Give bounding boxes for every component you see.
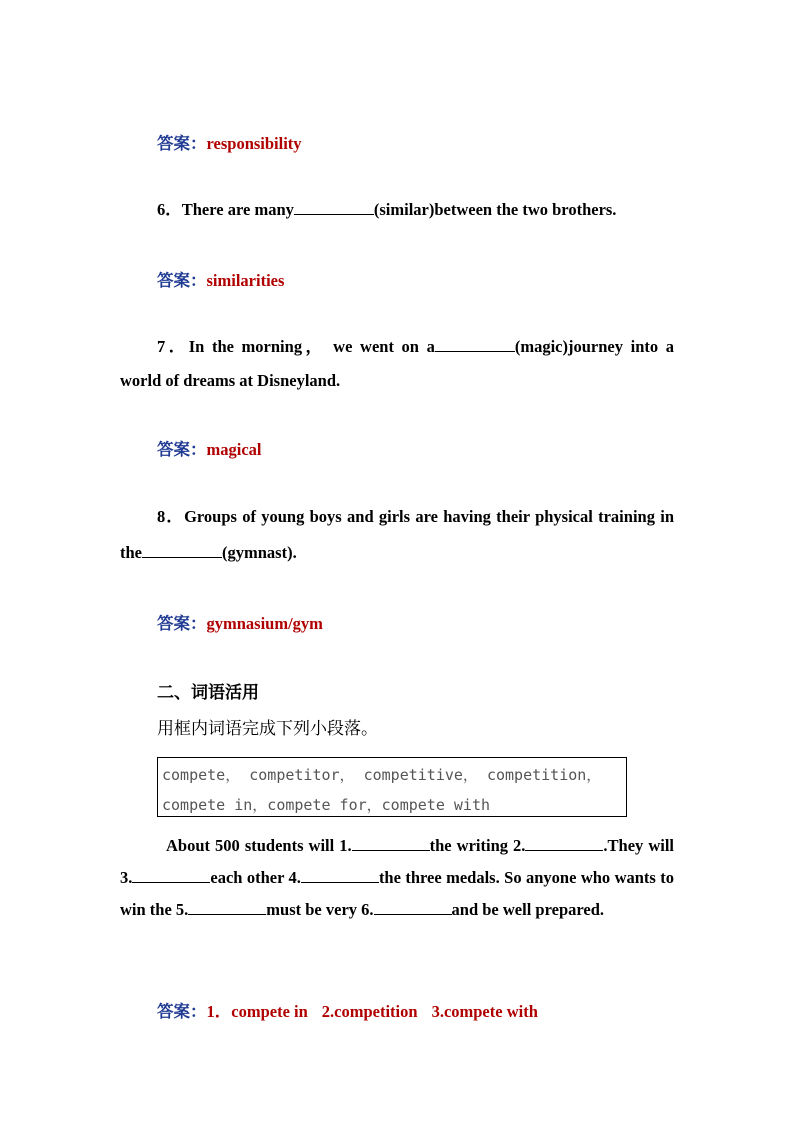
question-text: (gymnast). — [222, 543, 297, 562]
blank — [525, 838, 603, 851]
question-6 — [120, 193, 674, 227]
blank — [188, 902, 266, 915]
blank — [435, 339, 515, 352]
blank — [352, 838, 430, 851]
answer-label: 答案： — [157, 1002, 207, 1021]
answer-8 — [157, 610, 674, 634]
blank — [142, 545, 222, 558]
section-answer — [157, 998, 677, 1022]
blank — [132, 870, 210, 883]
answer-text: 1．compete in — [206, 1002, 308, 1021]
question-number: 6． — [157, 200, 182, 219]
question-number: 7． — [157, 337, 189, 356]
paragraph-text: .They will 3. — [120, 836, 674, 887]
answer-text: 3.compete with — [431, 1002, 538, 1021]
question-number: 8． — [157, 507, 185, 526]
fill-paragraph — [120, 830, 674, 926]
answer-text: magical — [206, 440, 262, 459]
paragraph-text: must be very 6. — [266, 900, 374, 919]
answer-label: 答案： — [157, 440, 207, 459]
question-7 — [120, 330, 674, 398]
answer-text: 2.competition — [321, 1002, 418, 1021]
answer-5 — [157, 130, 674, 154]
word-box-line: compete， competitor， competitive， competition， — [162, 766, 602, 784]
paragraph-text: each other 4. — [210, 868, 301, 887]
blank — [294, 202, 374, 215]
answer-text: responsibility — [206, 134, 302, 153]
answer-label: 答案： — [157, 134, 207, 153]
answer-text: similarities — [206, 271, 285, 290]
question-8 — [120, 499, 674, 571]
word-box — [157, 757, 627, 817]
answer-6 — [157, 267, 674, 291]
blank — [374, 902, 452, 915]
word-box-line: compete in，compete for，compete with — [162, 796, 491, 814]
question-text: (magic)journey into a world of dreams at Disneyland. — [120, 337, 674, 390]
question-text: (similar)between the two brothers. — [373, 200, 617, 219]
section-instruction: 用框内词语完成下列小段落。 — [157, 719, 378, 739]
paragraph-text: About 500 students will 1. — [166, 836, 352, 855]
section-heading: 二、词语活用 — [157, 683, 259, 703]
question-text: There are many — [181, 200, 294, 219]
paragraph-text: the three medals. So anyone who wants to win the 5. — [120, 868, 675, 919]
answer-text: gymnasium/gym — [206, 614, 323, 633]
answer-7 — [157, 436, 674, 460]
paragraph-text: the writing 2. — [429, 836, 526, 855]
paragraph-text: and be well prepared. — [451, 900, 605, 919]
answer-label: 答案： — [157, 614, 207, 633]
answer-label: 答案： — [157, 271, 207, 290]
question-text: Groups of young boys and girls are having their physical training in the — [120, 507, 674, 562]
question-text: In the morning， we went on a — [188, 337, 435, 356]
blank — [301, 870, 379, 883]
